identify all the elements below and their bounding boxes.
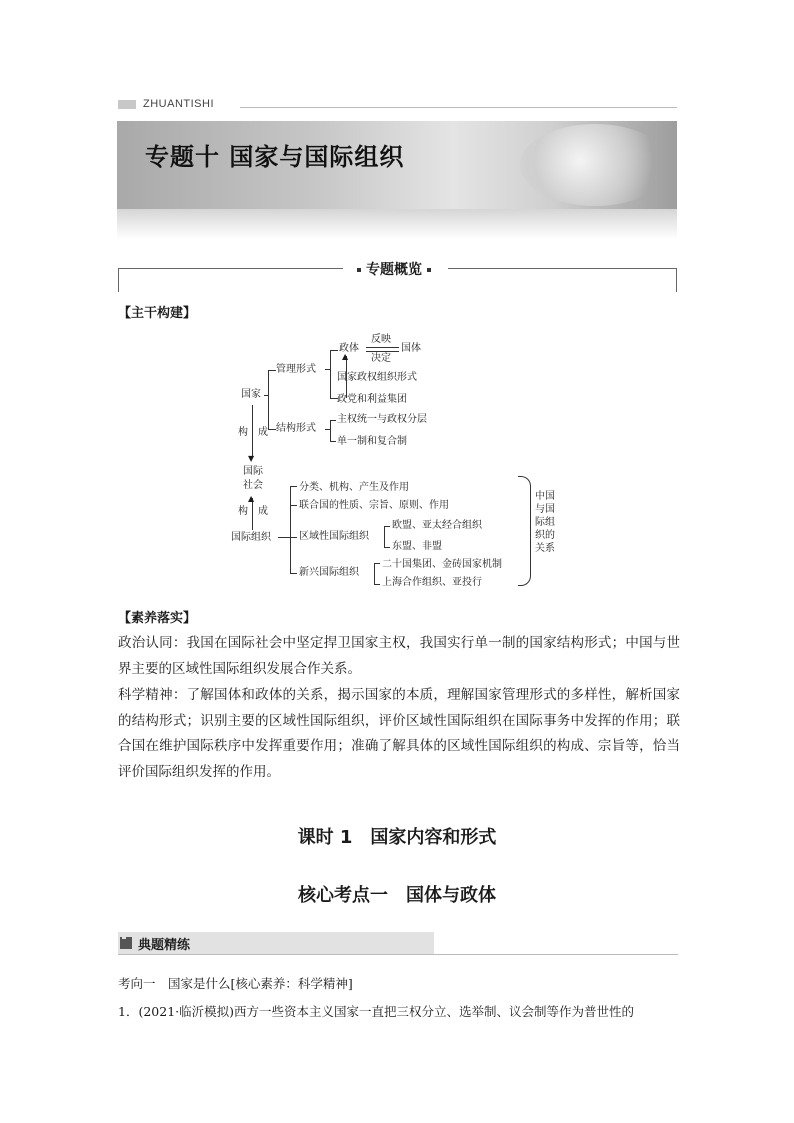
label-constitute2-b: 成	[258, 506, 268, 517]
frame-top-right	[448, 268, 677, 269]
section-trunk-label: 【主干构建】	[118, 306, 197, 321]
bracket-state-mid	[264, 395, 268, 396]
header-rule	[240, 107, 677, 108]
overview-title: 专题概览	[352, 259, 436, 279]
bracket-regional-top	[384, 526, 390, 527]
bracket-governance-mid	[325, 369, 330, 370]
label-constitute1-b: 成	[258, 427, 268, 438]
bracket-structure-bottom	[330, 441, 336, 442]
question-1: 1．(2021·临沂模拟)西方一些资本主义国家一直把三权分立、选举制、议会制等作为普世性的	[118, 1004, 634, 1019]
node-governance: 管理形式	[276, 364, 316, 375]
label-constitute1-a: 构	[238, 427, 248, 438]
title-dot-icon	[357, 268, 361, 272]
arrow-decide	[366, 351, 399, 352]
paragraph-political-identity: 政治认同：我国在国际社会中坚定捍卫国家主权，我国实行单一制的国家结构形式；中国与世界主要的区域性国际组织发展合作关系。	[118, 635, 680, 677]
bracket-governance-top	[330, 350, 338, 351]
bracket-structure-top	[330, 420, 336, 421]
label-decide: 决定	[371, 353, 391, 364]
frame-top-left	[118, 268, 343, 269]
node-polity: 政体	[339, 343, 359, 354]
practice-icon-notch	[122, 935, 126, 939]
node-eu: 欧盟、亚太经合组织	[392, 520, 482, 531]
node-types: 分类、机构、产生及作用	[299, 482, 409, 493]
node-society: 社会	[243, 480, 263, 491]
bracket-emerging-top	[374, 563, 380, 564]
arrow-up-icon: ▲	[248, 494, 255, 503]
node-state-nature: 国体	[401, 343, 421, 354]
bracket-org-top	[290, 486, 297, 487]
node-china-relation: 中国 与国 际组 织的 关系	[535, 491, 555, 554]
frame-left	[118, 268, 119, 292]
bracket-org	[290, 486, 291, 574]
arrow-down-icon: ▼	[248, 454, 255, 463]
bracket-org-un	[290, 505, 297, 506]
bracket-org-mid	[278, 537, 290, 538]
paragraph-scientific-spirit: 科学精神：了解国体和政体的关系，揭示国家的本质，理解国家管理形式的多样性，解析国家的结构形式；识别主要的区域性国际组织，评价区域性国际组织在国际事务中发挥的作用；联合国在维护国际秩序中发挥重要作用；准确了解具体的区域性国际组织的构成、宗旨等，恰当评价国际组织发挥的作用。	[118, 687, 680, 780]
node-state: 国家	[241, 389, 261, 400]
node-intl: 国际	[243, 466, 263, 477]
banner-title: 专题十 国家与国际组织	[145, 143, 405, 171]
direction-line: 考向一 国家是什么[核心素养：科学精神]	[118, 976, 353, 991]
node-asean: 东盟、非盟	[392, 541, 442, 552]
node-g20: 二十国集团、金砖国家机制	[382, 559, 502, 570]
tag-marker	[118, 100, 136, 109]
node-emerging: 新兴国际组织	[299, 567, 359, 578]
banner-orb-decoration	[520, 124, 670, 206]
bracket-state	[268, 370, 269, 430]
banner-fade	[117, 209, 677, 239]
bracket-emerging-bottom	[374, 584, 380, 585]
node-parties: 政党和利益集团	[337, 394, 407, 405]
bracket-structure-mid	[325, 429, 330, 430]
bracket-org-bottom	[290, 573, 297, 574]
node-un: 联合国的性质、宗旨、原则、作用	[299, 500, 449, 511]
core-point-title: 核心考点一 国体与政体	[298, 885, 496, 906]
label-constitute2-a: 构	[238, 506, 248, 517]
section-literacy-label: 【素养落实】	[118, 611, 197, 626]
node-regional: 区域性国际组织	[299, 531, 369, 542]
brace-right	[518, 476, 531, 586]
node-sovereignty: 主权统一与政权分层	[337, 414, 427, 425]
frame-right	[676, 268, 677, 292]
bracket-emerging	[374, 563, 375, 585]
node-sco: 上海合作组织、亚投行	[382, 577, 482, 588]
bracket-structure	[330, 420, 331, 442]
arrow-reflect	[366, 347, 399, 348]
node-structure: 结构形式	[276, 423, 316, 434]
node-organ-form: 国家政权组织形式	[337, 372, 417, 383]
link-state-society	[252, 405, 253, 457]
bracket-org-regional	[290, 537, 297, 538]
bracket-governance	[330, 350, 331, 399]
label-reflect: 反映	[371, 334, 391, 345]
practice-bar: 典题精练	[118, 932, 434, 954]
bracket-regional-bottom	[384, 547, 390, 548]
node-intl-org: 国际组织	[231, 532, 271, 543]
title-dot-icon	[427, 268, 431, 272]
node-unitary: 单一制和复合制	[337, 436, 407, 447]
arrow-up-icon: ▲	[342, 352, 349, 361]
practice-rule	[118, 954, 678, 955]
bracket-regional	[384, 526, 385, 548]
bracket-state-bottom	[268, 429, 276, 430]
lesson-title: 课时 1 国家内容和形式	[297, 827, 497, 848]
bracket-state-top	[268, 370, 276, 371]
header-tag: ZHUANTISHI	[118, 98, 214, 110]
